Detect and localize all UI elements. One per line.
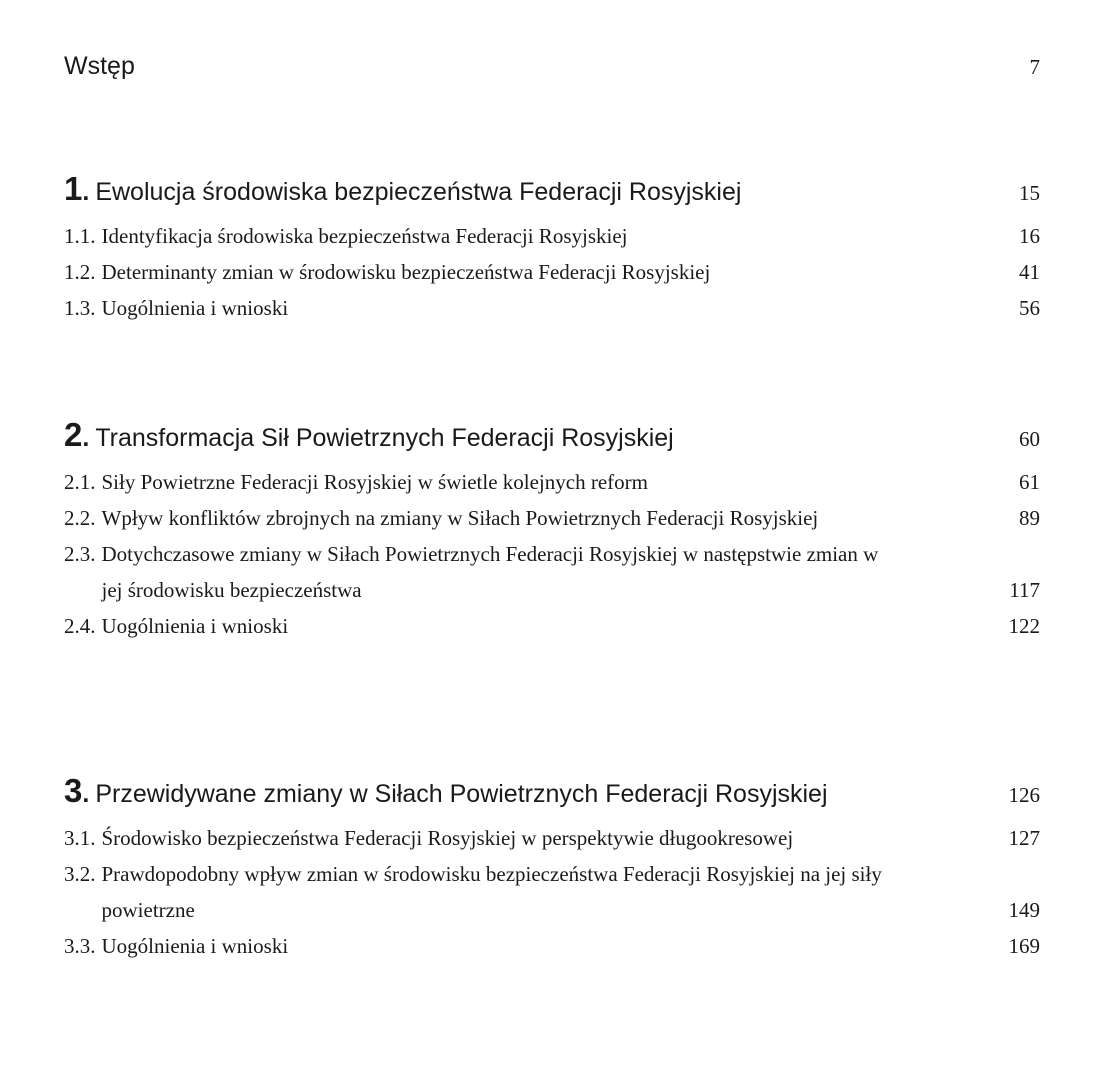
chapter-heading	[64, 416, 1040, 454]
section-page-number: 122	[1008, 614, 1040, 638]
chapter-page-number: 60	[1019, 427, 1040, 451]
section-page-number: 41	[1019, 260, 1040, 284]
section-title: Prawdopodobny wpływ zmian w środowisku bezpieczeństwa Federacji Rosyjskiej na jej siły powietrzne	[101, 862, 882, 922]
section-title: Uogólnienia i wnioski	[101, 934, 289, 958]
chapter-heading	[64, 772, 1040, 810]
section-title: Uogólnienia i wnioski	[101, 614, 289, 638]
chapter-number-dot: .	[82, 178, 90, 206]
chapter-number: 2	[64, 416, 83, 453]
section-page-number: 117	[1009, 578, 1040, 602]
section-title: Identyfikacja środowiska bezpieczeństwa Federacji Rosyjskiej	[101, 224, 628, 248]
section-number: 3.2.	[64, 862, 96, 886]
section-entry	[64, 608, 1040, 644]
section-number: 3.1.	[64, 826, 96, 850]
intro-title: Wstęp	[64, 52, 135, 80]
section-page-number: 149	[1008, 898, 1040, 922]
chapter-page-number: 15	[1019, 181, 1040, 205]
section-title: Uogólnienia i wnioski	[101, 296, 289, 320]
chapter-title: Transformacja Sił Powietrznych Federacji Rosyjskiej	[95, 424, 674, 452]
section-page-number: 169	[1008, 934, 1040, 958]
section-page-number: 89	[1019, 506, 1040, 530]
section-number: 1.3.	[64, 296, 96, 320]
section-title: Wpływ konfliktów zbrojnych na zmiany w Siłach Powietrznych Federacji Rosyjskiej	[101, 506, 819, 530]
chapter-title: Ewolucja środowiska bezpieczeństwa Federacji Rosyjskiej	[95, 178, 742, 206]
toc-entry-intro	[64, 52, 1040, 81]
section-number: 2.4.	[64, 614, 96, 638]
chapter-heading	[64, 170, 1040, 208]
chapter-number-dot: .	[82, 780, 90, 808]
section-entry	[64, 218, 1040, 254]
section-entry	[64, 928, 1040, 964]
section-number: 2.1.	[64, 470, 96, 494]
section-number: 1.1.	[64, 224, 96, 248]
chapter-page-number: 126	[1008, 783, 1040, 807]
section-title: Siły Powietrzne Federacji Rosyjskiej w świetle kolejnych reform	[101, 470, 648, 494]
section-number: 3.3.	[64, 934, 96, 958]
section-title: Dotychczasowe zmiany w Siłach Powietrznych Federacji Rosyjskiej w następstwie zmian w jej środowisku bezpieczeństwa	[101, 542, 879, 602]
section-entry	[64, 254, 1040, 290]
chapter-1	[64, 170, 1040, 326]
chapter-number: 3	[64, 772, 83, 809]
chapter-number-dot: .	[82, 424, 90, 452]
section-entry	[64, 500, 1040, 536]
section-entry	[64, 820, 1040, 856]
chapter-number: 1	[64, 170, 83, 207]
section-number: 1.2.	[64, 260, 96, 284]
chapter-2	[64, 416, 1040, 644]
section-title: Determinanty zmian w środowisku bezpieczeństwa Federacji Rosyjskiej	[101, 260, 711, 284]
section-entry	[64, 536, 1040, 608]
section-page-number: 16	[1019, 224, 1040, 248]
intro-page-number: 7	[1029, 55, 1040, 79]
section-entry	[64, 464, 1040, 500]
section-page-number: 56	[1019, 296, 1040, 320]
chapter-3	[64, 772, 1040, 964]
section-entry	[64, 290, 1040, 326]
section-number: 2.3.	[64, 542, 96, 566]
section-entry	[64, 856, 1040, 928]
section-page-number: 61	[1019, 470, 1040, 494]
section-title: Środowisko bezpieczeństwa Federacji Rosyjskiej w perspektywie długookresowej	[101, 826, 794, 850]
section-number: 2.2.	[64, 506, 96, 530]
chapter-title: Przewidywane zmiany w Siłach Powietrznych Federacji Rosyjskiej	[95, 780, 828, 808]
section-page-number: 127	[1008, 826, 1040, 850]
